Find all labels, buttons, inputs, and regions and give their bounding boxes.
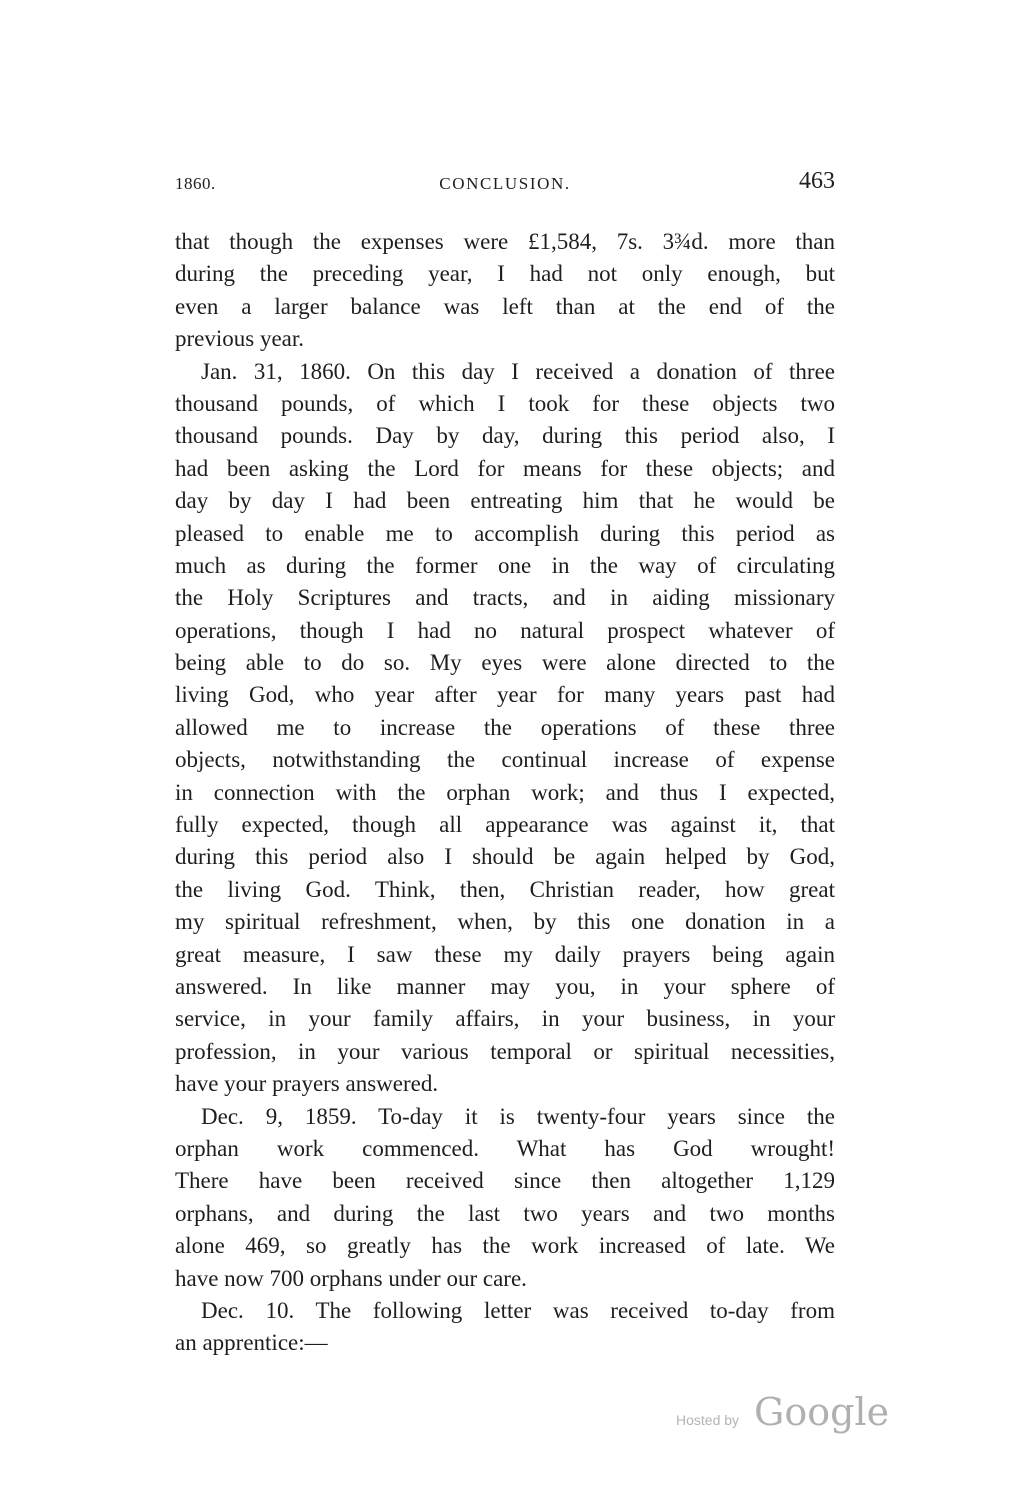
text-line: have your prayers answered.: [175, 1071, 439, 1097]
text-line: Dec. 10. The following letter was received to-day from: [201, 1297, 835, 1323]
text-line: orphans, and during the last two years and two months: [175, 1200, 835, 1226]
page-number: 463: [799, 168, 835, 194]
text-line: thousand pounds. Day by day, during this period also, I: [175, 423, 835, 449]
hosted-by-google-watermark: [676, 1386, 890, 1442]
text-line: alone 469, so greatly has the work increased of late. We: [175, 1233, 835, 1259]
text-line: Dec. 9, 1859. To-day it is twenty-four years since the: [201, 1103, 835, 1129]
text-line: great measure, I saw these my daily prayers being again: [175, 941, 835, 967]
text-line: even a larger balance was left than at the end of the: [175, 293, 835, 319]
text-line: objects, notwithstanding the continual increase of expense: [175, 747, 835, 773]
text-line: the living God. Think, then, Christian reader, how great: [175, 876, 835, 902]
text-line: thousand pounds, of which I took for these objects two: [175, 390, 835, 416]
running-head-year: 1860.: [175, 174, 216, 193]
text-line: that though the expenses were £1,584, 7s. 3¾d. more than: [175, 229, 835, 254]
text-line: service, in your family affairs, in your business, in your: [175, 1006, 835, 1032]
text-line: previous year.: [175, 326, 305, 352]
text-line: fully expected, though all appearance was against it, that: [175, 812, 835, 838]
text-line: had been asking the Lord for means for these objects; and: [175, 455, 835, 481]
text-line: Jan. 31, 1860. On this day I received a donation of three: [201, 358, 835, 384]
text-line: answered. In like manner may you, in your sphere of: [175, 973, 835, 999]
text-line: orphan work commenced. What has God wrought!: [175, 1135, 835, 1161]
text-line: profession, in your various temporal or spiritual necessities,: [175, 1038, 835, 1064]
text-line: have now 700 orphans under our care.: [175, 1265, 527, 1291]
text-line: being able to do so. My eyes were alone directed to the: [175, 650, 835, 676]
text-line: the Holy Scriptures and tracts, and in aiding missionary: [175, 585, 835, 611]
text-line: There have been received since then altogether 1,129: [175, 1168, 835, 1194]
text-line: living God, who year after year for many years past had: [175, 682, 835, 708]
text-line: allowed me to increase the operations of these three: [175, 714, 835, 740]
text-line: pleased to enable me to accomplish during this period as: [175, 520, 835, 546]
text-line: during this period also I should be again helped by God,: [175, 844, 835, 870]
body-text: [175, 226, 835, 1360]
hosted-by-text: Hosted by: [676, 1412, 740, 1428]
text-line: an apprentice:—: [175, 1330, 328, 1356]
text-line: my spiritual refreshment, when, by this one donation in a: [175, 909, 835, 935]
running-head: [175, 168, 835, 202]
text-line: much as during the former one in the way of circulating: [175, 552, 835, 578]
text-line: in connection with the orphan work; and thus I expected,: [175, 779, 835, 805]
text-line: day by day I had been entreating him that he would be: [175, 488, 835, 514]
google-logo: Google: [754, 1390, 890, 1434]
text-line: during the preceding year, I had not only enough, but: [175, 261, 835, 287]
text-line: operations, though I had no natural prospect whatever of: [175, 617, 835, 643]
running-head-title: CONCLUSION.: [439, 174, 571, 193]
